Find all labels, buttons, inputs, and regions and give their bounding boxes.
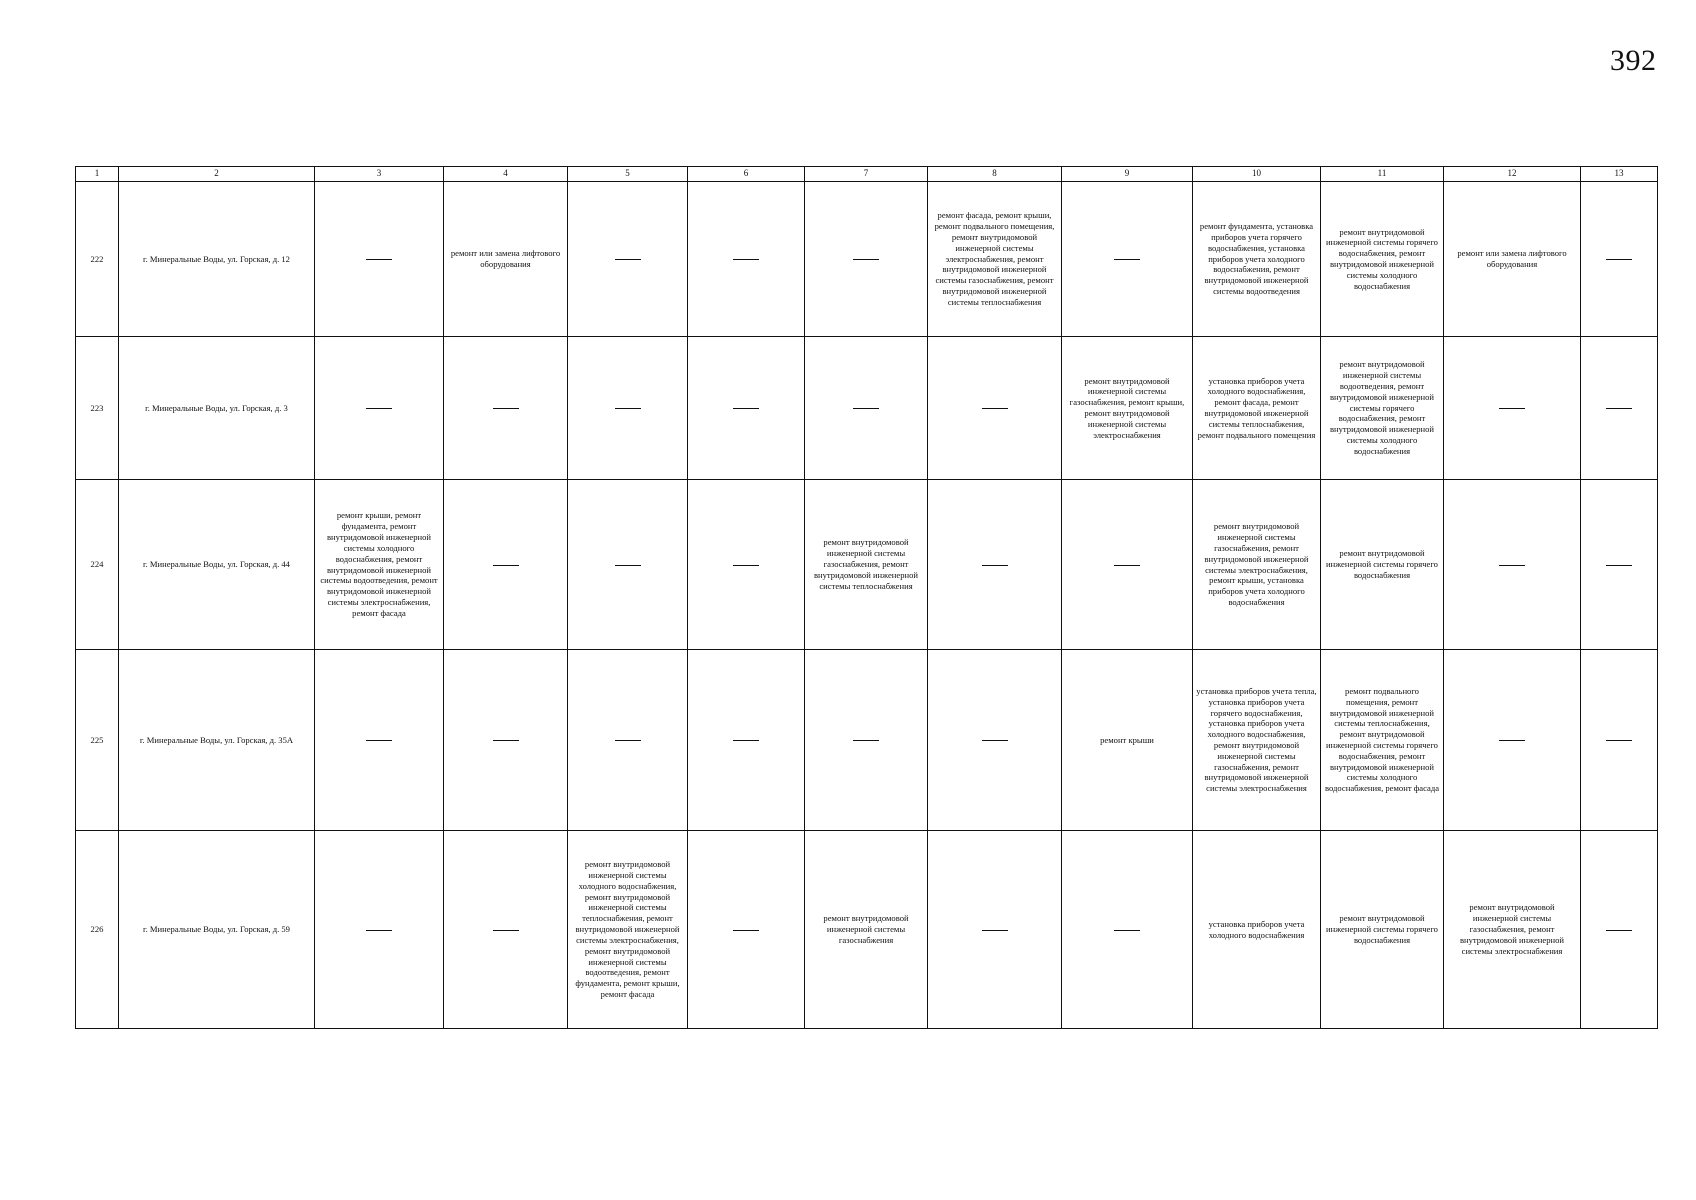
table-cell	[1581, 480, 1658, 650]
dash-mark	[615, 408, 641, 409]
table-cell: ремонт внутридомовой инженерной системы газоснабжения, ремонт крыши, ремонт внутридомовой инженерной системы электроснабжения	[1062, 337, 1193, 480]
table-cell	[315, 182, 444, 337]
table-cell: ремонт внутридомовой инженерной системы газоснабжения, ремонт внутридомовой инженерной системы теплоснабжения	[805, 480, 928, 650]
dash-mark	[1606, 565, 1632, 566]
dash-mark	[982, 740, 1008, 741]
row-number: 223	[76, 337, 119, 480]
dash-mark	[493, 565, 519, 566]
table-cell: ремонт внутридомовой инженерной системы водоотведения, ремонт внутридомовой инженерной системы горячего водоснабжения, ремонт внутридомовой инженерной системы холодного водоснабжения	[1321, 337, 1444, 480]
address-cell: г. Минеральные Воды, ул. Горская, д. 44	[119, 480, 315, 650]
dash-mark	[615, 259, 641, 260]
table-cell	[805, 650, 928, 831]
dash-mark	[733, 408, 759, 409]
dash-mark	[1606, 740, 1632, 741]
dash-mark	[1114, 930, 1140, 931]
table-cell	[688, 182, 805, 337]
table-cell	[1062, 480, 1193, 650]
dash-mark	[733, 565, 759, 566]
dash-mark	[493, 408, 519, 409]
column-header: 2	[119, 167, 315, 182]
dash-mark	[1499, 408, 1525, 409]
table-row	[76, 337, 1658, 480]
address-cell: г. Минеральные Воды, ул. Горская, д. 3	[119, 337, 315, 480]
dash-mark	[853, 408, 879, 409]
dash-mark	[1499, 565, 1525, 566]
table-cell	[928, 831, 1062, 1029]
table-row	[76, 650, 1658, 831]
table-row	[76, 831, 1658, 1029]
table-cell	[1581, 337, 1658, 480]
table-cell	[1581, 650, 1658, 831]
dash-mark	[1606, 930, 1632, 931]
table-cell: ремонт крыши, ремонт фундамента, ремонт внутридомовой инженерной системы холодного водоснабжения, ремонт внутридомовой инженерной системы водоотведения, ремонт внутридомовой инженерной системы электроснабжения, ремонт фасада	[315, 480, 444, 650]
table-cell: установка приборов учета холодного водоснабжения, ремонт фасада, ремонт внутридомовой инженерной системы теплоснабжения, ремонт подвального помещения	[1193, 337, 1321, 480]
dash-mark	[733, 740, 759, 741]
dash-mark	[982, 565, 1008, 566]
dash-mark	[1606, 259, 1632, 260]
table-cell: установка приборов учета тепла, установка приборов учета горячего водоснабжения, установка приборов учета холодного водоснабжения, ремонт внутридомовой инженерной системы газоснабжения, ремонт внутридомовой инженерной системы электроснабжения	[1193, 650, 1321, 831]
table-cell: ремонт фундамента, установка приборов учета горячего водоснабжения, установка приборов учета холодного водоснабжения, ремонт внутридомовой инженерной системы водоотведения	[1193, 182, 1321, 337]
address-cell: г. Минеральные Воды, ул. Горская, д. 12	[119, 182, 315, 337]
column-header: 13	[1581, 167, 1658, 182]
table-cell	[688, 337, 805, 480]
column-number-row	[76, 167, 1658, 182]
table-cell: ремонт или замена лифтового оборудования	[444, 182, 568, 337]
table-row	[76, 480, 1658, 650]
table-cell	[568, 650, 688, 831]
table-cell	[805, 337, 928, 480]
column-header: 3	[315, 167, 444, 182]
dash-mark	[615, 740, 641, 741]
dash-mark	[615, 565, 641, 566]
column-header: 4	[444, 167, 568, 182]
table-cell	[315, 831, 444, 1029]
dash-mark	[733, 259, 759, 260]
table-cell	[444, 337, 568, 480]
table-cell: ремонт внутридомовой инженерной системы горячего водоснабжения	[1321, 831, 1444, 1029]
table-cell	[444, 480, 568, 650]
table-cell	[568, 337, 688, 480]
dash-mark	[366, 259, 392, 260]
table-cell	[1062, 831, 1193, 1029]
column-header: 6	[688, 167, 805, 182]
address-cell: г. Минеральные Воды, ул. Горская, д. 35А	[119, 650, 315, 831]
repair-schedule-table	[75, 166, 1658, 1029]
dash-mark	[1606, 408, 1632, 409]
dash-mark	[366, 408, 392, 409]
table-cell	[1444, 337, 1581, 480]
table-cell	[688, 650, 805, 831]
dash-mark	[982, 408, 1008, 409]
table-cell: ремонт подвального помещения, ремонт внутридомовой инженерной системы теплоснабжения, ремонт внутридомовой инженерной системы горячего водоснабжения, ремонт внутридомовой инженерной системы холодного водоснабжения, ремонт фасада	[1321, 650, 1444, 831]
table-cell	[928, 650, 1062, 831]
table-cell: ремонт крыши	[1062, 650, 1193, 831]
table-cell	[444, 650, 568, 831]
column-header: 7	[805, 167, 928, 182]
row-number: 224	[76, 480, 119, 650]
dash-mark	[853, 259, 879, 260]
table-cell	[568, 480, 688, 650]
column-header: 9	[1062, 167, 1193, 182]
table-cell: ремонт или замена лифтового оборудования	[1444, 182, 1581, 337]
table-cell: ремонт внутридомовой инженерной системы горячего водоснабжения, ремонт внутридомовой инженерной системы холодного водоснабжения	[1321, 182, 1444, 337]
dash-mark	[366, 930, 392, 931]
table-row	[76, 182, 1658, 337]
table-cell	[568, 182, 688, 337]
page-number: 392	[1610, 44, 1657, 77]
table-cell	[805, 182, 928, 337]
table-cell	[444, 831, 568, 1029]
table-cell: ремонт внутридомовой инженерной системы холодного водоснабжения, ремонт внутридомовой инженерной системы теплоснабжения, ремонт внутридомовой инженерной системы электроснабжения, ремонт внутридомовой инженерной системы водоотведения, ремонт фундамента, ремонт крыши, ремонт фасада	[568, 831, 688, 1029]
dash-mark	[733, 930, 759, 931]
table-cell: ремонт внутридомовой инженерной системы газоснабжения, ремонт внутридомовой инженерной системы электроснабжения, ремонт крыши, установка приборов учета холодного водоснабжения	[1193, 480, 1321, 650]
table-cell	[1444, 480, 1581, 650]
column-header: 12	[1444, 167, 1581, 182]
table-cell	[1581, 831, 1658, 1029]
table-cell: ремонт фасада, ремонт крыши, ремонт подвального помещения, ремонт внутридомовой инженерной системы электроснабжения, ремонт внутридомовой инженерной системы газоснабжения, ремонт внутридомовой инженерной системы теплоснабжения	[928, 182, 1062, 337]
table-cell	[688, 831, 805, 1029]
table-cell	[688, 480, 805, 650]
row-number: 225	[76, 650, 119, 831]
dash-mark	[1499, 740, 1525, 741]
table-cell: ремонт внутридомовой инженерной системы газоснабжения	[805, 831, 928, 1029]
dash-mark	[853, 740, 879, 741]
table-cell	[315, 337, 444, 480]
column-header: 1	[76, 167, 119, 182]
row-number: 222	[76, 182, 119, 337]
table-cell	[1581, 182, 1658, 337]
table-cell: установка приборов учета холодного водоснабжения	[1193, 831, 1321, 1029]
table-cell	[928, 480, 1062, 650]
column-header: 5	[568, 167, 688, 182]
dash-mark	[982, 930, 1008, 931]
table-cell: ремонт внутридомовой инженерной системы горячего водоснабжения	[1321, 480, 1444, 650]
table-cell: ремонт внутридомовой инженерной системы газоснабжения, ремонт внутридомовой инженерной системы электроснабжения	[1444, 831, 1581, 1029]
table-cell	[928, 337, 1062, 480]
dash-mark	[493, 930, 519, 931]
dash-mark	[493, 740, 519, 741]
table-cell	[1444, 650, 1581, 831]
row-number: 226	[76, 831, 119, 1029]
table-cell	[1062, 182, 1193, 337]
column-header: 10	[1193, 167, 1321, 182]
address-cell: г. Минеральные Воды, ул. Горская, д. 59	[119, 831, 315, 1029]
dash-mark	[366, 740, 392, 741]
table-cell	[315, 650, 444, 831]
dash-mark	[1114, 259, 1140, 260]
column-header: 8	[928, 167, 1062, 182]
dash-mark	[1114, 565, 1140, 566]
column-header: 11	[1321, 167, 1444, 182]
